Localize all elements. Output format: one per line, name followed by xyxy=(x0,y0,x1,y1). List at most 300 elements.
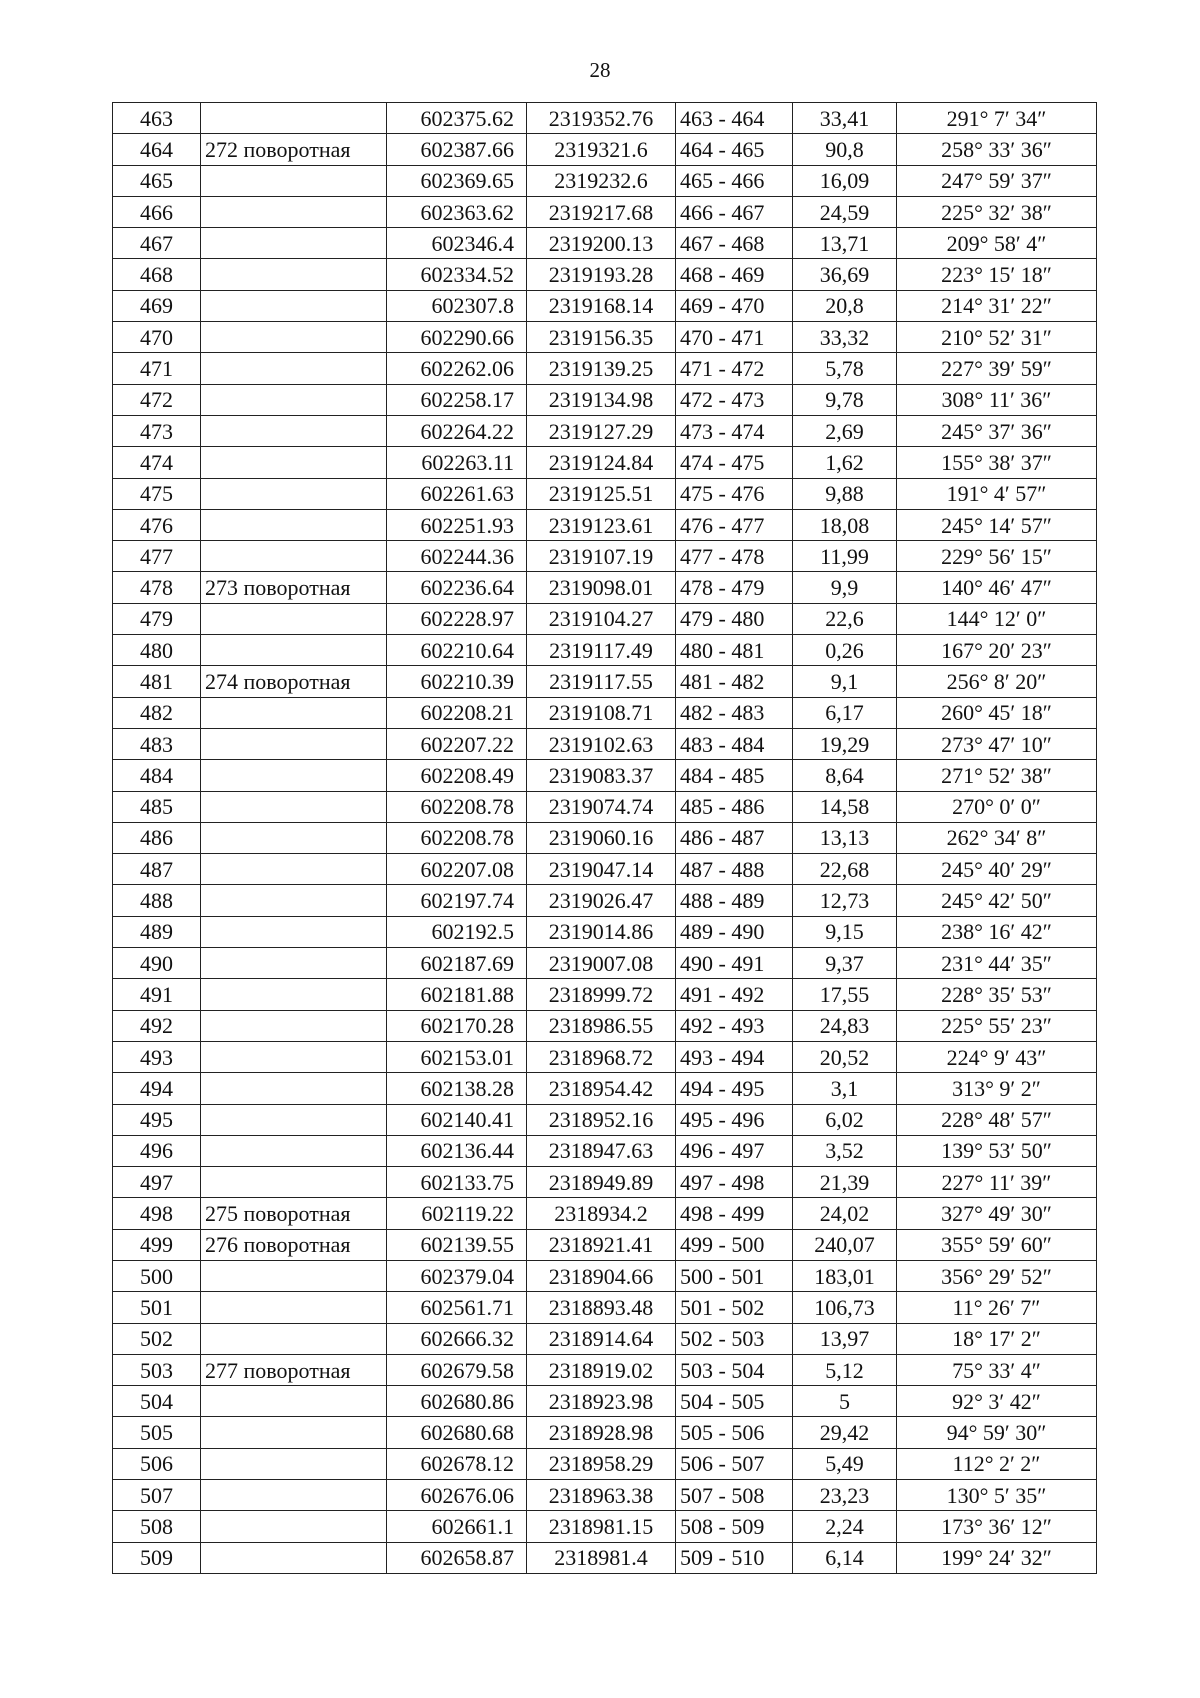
table-row xyxy=(113,134,1097,165)
segment-cell: 472 - 473 xyxy=(676,384,793,415)
length-cell: 9,15 xyxy=(793,916,897,947)
y-coordinate-cell: 2318986.55 xyxy=(527,1010,676,1041)
segment-cell: 477 - 478 xyxy=(676,541,793,572)
point-label-cell xyxy=(201,259,387,290)
point-number-cell: 504 xyxy=(113,1386,201,1417)
x-coordinate-cell: 602262.06 xyxy=(387,353,527,384)
y-coordinate-cell: 2319127.29 xyxy=(527,415,676,446)
point-label-cell xyxy=(201,948,387,979)
angle-cell: 245° 40′ 29″ xyxy=(897,854,1097,885)
point-label-cell xyxy=(201,760,387,791)
segment-cell: 489 - 490 xyxy=(676,916,793,947)
angle-cell: 327° 49′ 30″ xyxy=(897,1198,1097,1229)
x-coordinate-cell: 602136.44 xyxy=(387,1135,527,1166)
y-coordinate-cell: 2319321.6 xyxy=(527,134,676,165)
point-number-cell: 505 xyxy=(113,1417,201,1448)
point-label-cell xyxy=(201,384,387,415)
length-cell: 20,8 xyxy=(793,290,897,321)
y-coordinate-cell: 2318923.98 xyxy=(527,1386,676,1417)
y-coordinate-cell: 2319139.25 xyxy=(527,353,676,384)
angle-cell: 231° 44′ 35″ xyxy=(897,948,1097,979)
length-cell: 22,6 xyxy=(793,603,897,634)
segment-cell: 494 - 495 xyxy=(676,1073,793,1104)
angle-cell: 247° 59′ 37″ xyxy=(897,165,1097,196)
segment-cell: 505 - 506 xyxy=(676,1417,793,1448)
x-coordinate-cell: 602658.87 xyxy=(387,1542,527,1573)
length-cell: 5,12 xyxy=(793,1354,897,1385)
angle-cell: 271° 52′ 38″ xyxy=(897,760,1097,791)
segment-cell: 467 - 468 xyxy=(676,228,793,259)
length-cell: 24,02 xyxy=(793,1198,897,1229)
point-number-cell: 496 xyxy=(113,1135,201,1166)
table-row xyxy=(113,415,1097,446)
y-coordinate-cell: 2319156.35 xyxy=(527,322,676,353)
point-number-cell: 509 xyxy=(113,1542,201,1573)
angle-cell: 355° 59′ 60″ xyxy=(897,1229,1097,1260)
x-coordinate-cell: 602307.8 xyxy=(387,290,527,321)
segment-cell: 481 - 482 xyxy=(676,666,793,697)
point-label-cell xyxy=(201,541,387,572)
y-coordinate-cell: 2319117.49 xyxy=(527,635,676,666)
point-label-cell xyxy=(201,353,387,384)
point-number-cell: 494 xyxy=(113,1073,201,1104)
table-row xyxy=(113,1323,1097,1354)
x-coordinate-cell: 602210.39 xyxy=(387,666,527,697)
point-number-cell: 484 xyxy=(113,760,201,791)
point-number-cell: 486 xyxy=(113,822,201,853)
point-label-cell xyxy=(201,1104,387,1135)
page-number: 28 xyxy=(589,58,611,82)
segment-cell: 507 - 508 xyxy=(676,1480,793,1511)
point-label-cell: 275 поворотная xyxy=(201,1198,387,1229)
y-coordinate-cell: 2319098.01 xyxy=(527,572,676,603)
angle-cell: 75° 33′ 4″ xyxy=(897,1354,1097,1385)
length-cell: 9,37 xyxy=(793,948,897,979)
length-cell: 33,41 xyxy=(793,103,897,134)
point-number-cell: 464 xyxy=(113,134,201,165)
angle-cell: 225° 55′ 23″ xyxy=(897,1010,1097,1041)
segment-cell: 482 - 483 xyxy=(676,697,793,728)
table-row xyxy=(113,1073,1097,1104)
point-label-cell xyxy=(201,1542,387,1573)
length-cell: 24,59 xyxy=(793,196,897,227)
y-coordinate-cell: 2318904.66 xyxy=(527,1260,676,1291)
x-coordinate-cell: 602133.75 xyxy=(387,1167,527,1198)
length-cell: 90,8 xyxy=(793,134,897,165)
point-number-cell: 499 xyxy=(113,1229,201,1260)
length-cell: 29,42 xyxy=(793,1417,897,1448)
length-cell: 13,71 xyxy=(793,228,897,259)
x-coordinate-cell: 602207.22 xyxy=(387,728,527,759)
angle-cell: 199° 24′ 32″ xyxy=(897,1542,1097,1573)
table-row xyxy=(113,916,1097,947)
point-number-cell: 478 xyxy=(113,572,201,603)
point-number-cell: 471 xyxy=(113,353,201,384)
angle-cell: 214° 31′ 22″ xyxy=(897,290,1097,321)
table-row xyxy=(113,791,1097,822)
point-label-cell: 273 поворотная xyxy=(201,572,387,603)
segment-cell: 487 - 488 xyxy=(676,854,793,885)
table-row xyxy=(113,1041,1097,1072)
y-coordinate-cell: 2319124.84 xyxy=(527,447,676,478)
segment-cell: 486 - 487 xyxy=(676,822,793,853)
point-number-cell: 500 xyxy=(113,1260,201,1291)
point-number-cell: 481 xyxy=(113,666,201,697)
point-number-cell: 490 xyxy=(113,948,201,979)
point-number-cell: 508 xyxy=(113,1511,201,1542)
x-coordinate-cell: 602263.11 xyxy=(387,447,527,478)
segment-cell: 496 - 497 xyxy=(676,1135,793,1166)
table-row xyxy=(113,1198,1097,1229)
segment-cell: 504 - 505 xyxy=(676,1386,793,1417)
y-coordinate-cell: 2318914.64 xyxy=(527,1323,676,1354)
y-coordinate-cell: 2319217.68 xyxy=(527,196,676,227)
y-coordinate-cell: 2318954.42 xyxy=(527,1073,676,1104)
angle-cell: 191° 4′ 57″ xyxy=(897,478,1097,509)
table-row xyxy=(113,728,1097,759)
point-number-cell: 468 xyxy=(113,259,201,290)
segment-cell: 485 - 486 xyxy=(676,791,793,822)
segment-cell: 508 - 509 xyxy=(676,1511,793,1542)
x-coordinate-cell: 602680.86 xyxy=(387,1386,527,1417)
length-cell: 22,68 xyxy=(793,854,897,885)
y-coordinate-cell: 2318952.16 xyxy=(527,1104,676,1135)
point-label-cell xyxy=(201,196,387,227)
x-coordinate-cell: 602228.97 xyxy=(387,603,527,634)
point-number-cell: 507 xyxy=(113,1480,201,1511)
length-cell: 9,1 xyxy=(793,666,897,697)
x-coordinate-cell: 602181.88 xyxy=(387,979,527,1010)
table-row xyxy=(113,541,1097,572)
point-number-cell: 488 xyxy=(113,885,201,916)
angle-cell: 260° 45′ 18″ xyxy=(897,697,1097,728)
length-cell: 3,1 xyxy=(793,1073,897,1104)
length-cell: 6,02 xyxy=(793,1104,897,1135)
length-cell: 9,88 xyxy=(793,478,897,509)
table-row xyxy=(113,1480,1097,1511)
table-row xyxy=(113,1229,1097,1260)
point-number-cell: 483 xyxy=(113,728,201,759)
table-row xyxy=(113,885,1097,916)
point-label-cell xyxy=(201,1041,387,1072)
angle-cell: 210° 52′ 31″ xyxy=(897,322,1097,353)
y-coordinate-cell: 2319352.76 xyxy=(527,103,676,134)
angle-cell: 228° 48′ 57″ xyxy=(897,1104,1097,1135)
angle-cell: 227° 11′ 39″ xyxy=(897,1167,1097,1198)
table-row xyxy=(113,1135,1097,1166)
angle-cell: 92° 3′ 42″ xyxy=(897,1386,1097,1417)
table-row xyxy=(113,822,1097,853)
point-label-cell xyxy=(201,697,387,728)
point-number-cell: 503 xyxy=(113,1354,201,1385)
point-label-cell xyxy=(201,916,387,947)
table-row xyxy=(113,666,1097,697)
point-label-cell xyxy=(201,1292,387,1323)
point-number-cell: 472 xyxy=(113,384,201,415)
coordinates-table xyxy=(112,102,1097,1574)
table-row xyxy=(113,697,1097,728)
segment-cell: 501 - 502 xyxy=(676,1292,793,1323)
y-coordinate-cell: 2318963.38 xyxy=(527,1480,676,1511)
point-label-cell xyxy=(201,1480,387,1511)
point-number-cell: 474 xyxy=(113,447,201,478)
angle-cell: 223° 15′ 18″ xyxy=(897,259,1097,290)
y-coordinate-cell: 2319083.37 xyxy=(527,760,676,791)
point-number-cell: 492 xyxy=(113,1010,201,1041)
point-number-cell: 489 xyxy=(113,916,201,947)
x-coordinate-cell: 602363.62 xyxy=(387,196,527,227)
point-label-cell xyxy=(201,728,387,759)
x-coordinate-cell: 602207.08 xyxy=(387,854,527,885)
angle-cell: 227° 39′ 59″ xyxy=(897,353,1097,384)
segment-cell: 491 - 492 xyxy=(676,979,793,1010)
y-coordinate-cell: 2319104.27 xyxy=(527,603,676,634)
segment-cell: 476 - 477 xyxy=(676,509,793,540)
point-label-cell xyxy=(201,1511,387,1542)
point-label-cell: 272 поворотная xyxy=(201,134,387,165)
angle-cell: 209° 58′ 4″ xyxy=(897,228,1097,259)
y-coordinate-cell: 2318999.72 xyxy=(527,979,676,1010)
segment-cell: 495 - 496 xyxy=(676,1104,793,1135)
x-coordinate-cell: 602208.49 xyxy=(387,760,527,791)
y-coordinate-cell: 2318893.48 xyxy=(527,1292,676,1323)
y-coordinate-cell: 2318968.72 xyxy=(527,1041,676,1072)
segment-cell: 490 - 491 xyxy=(676,948,793,979)
point-number-cell: 476 xyxy=(113,509,201,540)
angle-cell: 245° 42′ 50″ xyxy=(897,885,1097,916)
table-row xyxy=(113,948,1097,979)
point-label-cell xyxy=(201,415,387,446)
segment-cell: 470 - 471 xyxy=(676,322,793,353)
length-cell: 20,52 xyxy=(793,1041,897,1072)
y-coordinate-cell: 2319014.86 xyxy=(527,916,676,947)
x-coordinate-cell: 602334.52 xyxy=(387,259,527,290)
table-row xyxy=(113,1354,1097,1385)
table-row xyxy=(113,979,1097,1010)
x-coordinate-cell: 602346.4 xyxy=(387,228,527,259)
point-number-cell: 477 xyxy=(113,541,201,572)
point-number-cell: 469 xyxy=(113,290,201,321)
length-cell: 19,29 xyxy=(793,728,897,759)
x-coordinate-cell: 602661.1 xyxy=(387,1511,527,1542)
table-row xyxy=(113,1511,1097,1542)
point-number-cell: 498 xyxy=(113,1198,201,1229)
x-coordinate-cell: 602139.55 xyxy=(387,1229,527,1260)
y-coordinate-cell: 2318921.41 xyxy=(527,1229,676,1260)
x-coordinate-cell: 602369.65 xyxy=(387,165,527,196)
table-row xyxy=(113,290,1097,321)
point-label-cell xyxy=(201,822,387,853)
angle-cell: 313° 9′ 2″ xyxy=(897,1073,1097,1104)
length-cell: 9,78 xyxy=(793,384,897,415)
y-coordinate-cell: 2318981.15 xyxy=(527,1511,676,1542)
point-label-cell: 274 поворотная xyxy=(201,666,387,697)
segment-cell: 465 - 466 xyxy=(676,165,793,196)
table-row xyxy=(113,1417,1097,1448)
y-coordinate-cell: 2319117.55 xyxy=(527,666,676,697)
x-coordinate-cell: 602119.22 xyxy=(387,1198,527,1229)
angle-cell: 112° 2′ 2″ xyxy=(897,1448,1097,1479)
angle-cell: 245° 37′ 36″ xyxy=(897,415,1097,446)
length-cell: 17,55 xyxy=(793,979,897,1010)
table-row xyxy=(113,1542,1097,1573)
table-row xyxy=(113,1167,1097,1198)
y-coordinate-cell: 2318949.89 xyxy=(527,1167,676,1198)
point-number-cell: 473 xyxy=(113,415,201,446)
angle-cell: 18° 17′ 2″ xyxy=(897,1323,1097,1354)
angle-cell: 258° 33′ 36″ xyxy=(897,134,1097,165)
segment-cell: 469 - 470 xyxy=(676,290,793,321)
y-coordinate-cell: 2319102.63 xyxy=(527,728,676,759)
y-coordinate-cell: 2319047.14 xyxy=(527,854,676,885)
point-number-cell: 465 xyxy=(113,165,201,196)
angle-cell: 173° 36′ 12″ xyxy=(897,1511,1097,1542)
point-label-cell xyxy=(201,322,387,353)
segment-cell: 500 - 501 xyxy=(676,1260,793,1291)
x-coordinate-cell: 602387.66 xyxy=(387,134,527,165)
point-number-cell: 467 xyxy=(113,228,201,259)
angle-cell: 245° 14′ 57″ xyxy=(897,509,1097,540)
x-coordinate-cell: 602251.93 xyxy=(387,509,527,540)
table-row xyxy=(113,353,1097,384)
y-coordinate-cell: 2318928.98 xyxy=(527,1417,676,1448)
table-row xyxy=(113,478,1097,509)
y-coordinate-cell: 2318981.4 xyxy=(527,1542,676,1573)
x-coordinate-cell: 602208.78 xyxy=(387,791,527,822)
length-cell: 11,99 xyxy=(793,541,897,572)
table-row xyxy=(113,447,1097,478)
y-coordinate-cell: 2318947.63 xyxy=(527,1135,676,1166)
segment-cell: 506 - 507 xyxy=(676,1448,793,1479)
table-row xyxy=(113,635,1097,666)
point-number-cell: 487 xyxy=(113,854,201,885)
point-label-cell xyxy=(201,1167,387,1198)
table-row xyxy=(113,760,1097,791)
point-number-cell: 482 xyxy=(113,697,201,728)
length-cell: 16,09 xyxy=(793,165,897,196)
angle-cell: 229° 56′ 15″ xyxy=(897,541,1097,572)
point-label-cell: 277 поворотная xyxy=(201,1354,387,1385)
angle-cell: 308° 11′ 36″ xyxy=(897,384,1097,415)
segment-cell: 492 - 493 xyxy=(676,1010,793,1041)
length-cell: 106,73 xyxy=(793,1292,897,1323)
y-coordinate-cell: 2319232.6 xyxy=(527,165,676,196)
x-coordinate-cell: 602679.58 xyxy=(387,1354,527,1385)
point-label-cell xyxy=(201,854,387,885)
point-label-cell xyxy=(201,478,387,509)
angle-cell: 256° 8′ 20″ xyxy=(897,666,1097,697)
segment-cell: 464 - 465 xyxy=(676,134,793,165)
segment-cell: 503 - 504 xyxy=(676,1354,793,1385)
length-cell: 33,32 xyxy=(793,322,897,353)
x-coordinate-cell: 602170.28 xyxy=(387,1010,527,1041)
x-coordinate-cell: 602140.41 xyxy=(387,1104,527,1135)
table-row xyxy=(113,165,1097,196)
point-number-cell: 497 xyxy=(113,1167,201,1198)
x-coordinate-cell: 602666.32 xyxy=(387,1323,527,1354)
segment-cell: 497 - 498 xyxy=(676,1167,793,1198)
x-coordinate-cell: 602208.78 xyxy=(387,822,527,853)
point-label-cell xyxy=(201,228,387,259)
point-number-cell: 502 xyxy=(113,1323,201,1354)
point-number-cell: 501 xyxy=(113,1292,201,1323)
segment-cell: 474 - 475 xyxy=(676,447,793,478)
y-coordinate-cell: 2319107.19 xyxy=(527,541,676,572)
y-coordinate-cell: 2319134.98 xyxy=(527,384,676,415)
x-coordinate-cell: 602264.22 xyxy=(387,415,527,446)
y-coordinate-cell: 2319108.71 xyxy=(527,697,676,728)
segment-cell: 483 - 484 xyxy=(676,728,793,759)
table-row xyxy=(113,384,1097,415)
point-label-cell xyxy=(201,1323,387,1354)
length-cell: 6,17 xyxy=(793,697,897,728)
angle-cell: 144° 12′ 0″ xyxy=(897,603,1097,634)
angle-cell: 270° 0′ 0″ xyxy=(897,791,1097,822)
y-coordinate-cell: 2319168.14 xyxy=(527,290,676,321)
length-cell: 8,64 xyxy=(793,760,897,791)
point-number-cell: 470 xyxy=(113,322,201,353)
length-cell: 12,73 xyxy=(793,885,897,916)
angle-cell: 167° 20′ 23″ xyxy=(897,635,1097,666)
point-label-cell xyxy=(201,1260,387,1291)
length-cell: 6,14 xyxy=(793,1542,897,1573)
segment-cell: 493 - 494 xyxy=(676,1041,793,1072)
point-number-cell: 475 xyxy=(113,478,201,509)
table-row xyxy=(113,603,1097,634)
segment-cell: 475 - 476 xyxy=(676,478,793,509)
point-label-cell xyxy=(201,165,387,196)
x-coordinate-cell: 602680.68 xyxy=(387,1417,527,1448)
angle-cell: 225° 32′ 38″ xyxy=(897,196,1097,227)
angle-cell: 11° 26′ 7″ xyxy=(897,1292,1097,1323)
angle-cell: 291° 7′ 34″ xyxy=(897,103,1097,134)
table-row xyxy=(113,572,1097,603)
point-number-cell: 485 xyxy=(113,791,201,822)
point-number-cell: 466 xyxy=(113,196,201,227)
length-cell: 5,78 xyxy=(793,353,897,384)
angle-cell: 238° 16′ 42″ xyxy=(897,916,1097,947)
segment-cell: 499 - 500 xyxy=(676,1229,793,1260)
point-label-cell xyxy=(201,1010,387,1041)
segment-cell: 466 - 467 xyxy=(676,196,793,227)
point-label-cell xyxy=(201,1135,387,1166)
segment-cell: 498 - 499 xyxy=(676,1198,793,1229)
x-coordinate-cell: 602153.01 xyxy=(387,1041,527,1072)
point-number-cell: 463 xyxy=(113,103,201,134)
x-coordinate-cell: 602208.21 xyxy=(387,697,527,728)
length-cell: 2,24 xyxy=(793,1511,897,1542)
length-cell: 13,97 xyxy=(793,1323,897,1354)
x-coordinate-cell: 602375.62 xyxy=(387,103,527,134)
x-coordinate-cell: 602261.63 xyxy=(387,478,527,509)
table-row xyxy=(113,228,1097,259)
point-label-cell xyxy=(201,791,387,822)
x-coordinate-cell: 602236.64 xyxy=(387,572,527,603)
point-label-cell xyxy=(201,509,387,540)
point-number-cell: 506 xyxy=(113,1448,201,1479)
point-label-cell xyxy=(201,447,387,478)
y-coordinate-cell: 2319125.51 xyxy=(527,478,676,509)
length-cell: 9,9 xyxy=(793,572,897,603)
table-row xyxy=(113,1260,1097,1291)
point-label-cell xyxy=(201,885,387,916)
angle-cell: 228° 35′ 53″ xyxy=(897,979,1097,1010)
length-cell: 5,49 xyxy=(793,1448,897,1479)
table-row xyxy=(113,1010,1097,1041)
table-row xyxy=(113,1104,1097,1135)
y-coordinate-cell: 2319074.74 xyxy=(527,791,676,822)
x-coordinate-cell: 602192.5 xyxy=(387,916,527,947)
